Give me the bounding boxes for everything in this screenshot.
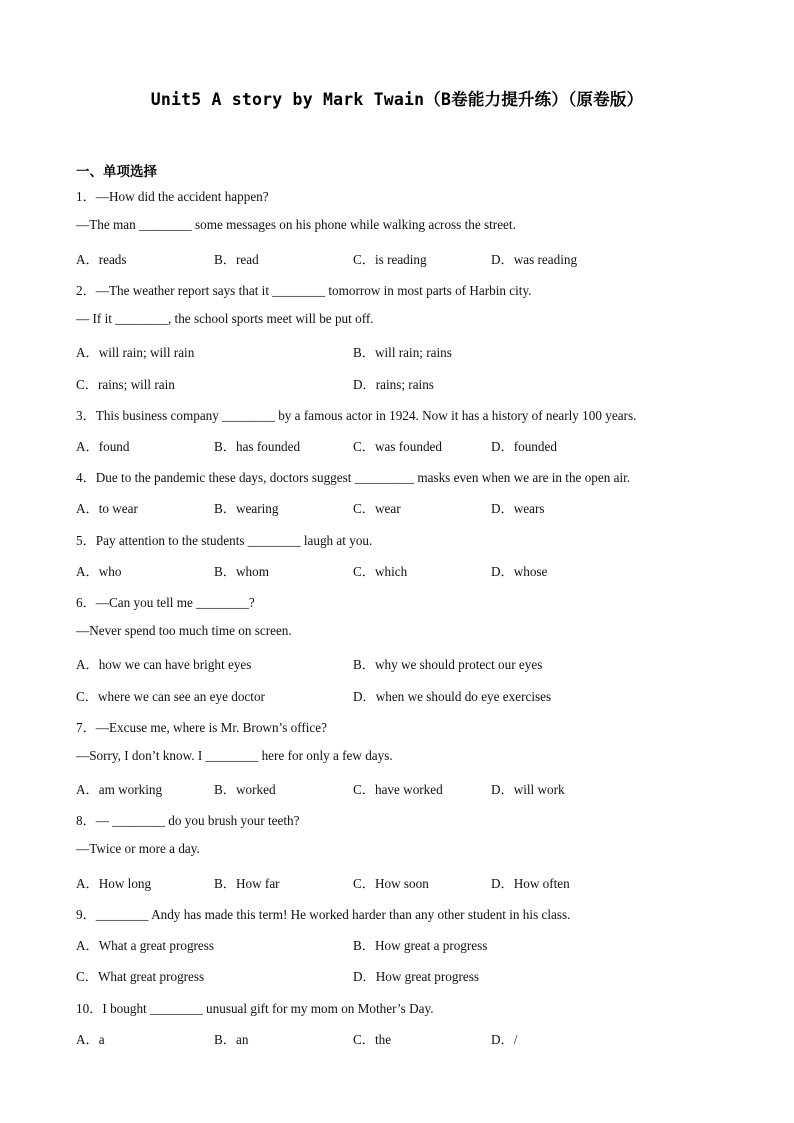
option-a: A．found bbox=[76, 439, 130, 454]
option-d: D．was reading bbox=[491, 252, 578, 267]
option-c: C．wear bbox=[353, 501, 401, 516]
option-c: C．have worked bbox=[353, 782, 443, 797]
question-line: 4．Due to the pandemic these days, doctors suggest _________ masks even when we are in the open air. bbox=[76, 470, 631, 485]
question-line: —The man ________ some messages on his phone while walking across the street. bbox=[76, 217, 516, 232]
option-b: B．why we should protect our eyes bbox=[353, 657, 543, 672]
option-b: B．has founded bbox=[214, 439, 301, 454]
question-line: 8．— ________ do you brush your teeth? bbox=[76, 813, 300, 828]
option-a: A．how we can have bright eyes bbox=[76, 657, 252, 672]
option-b: B．worked bbox=[214, 782, 276, 797]
option-a: A．to wear bbox=[76, 501, 138, 516]
option-b: B．will rain; rains bbox=[353, 345, 452, 360]
option-c: C．the bbox=[353, 1032, 392, 1047]
option-a: A．What a great progress bbox=[76, 938, 215, 953]
option-a: A．am working bbox=[76, 782, 163, 797]
option-a: A．How long bbox=[76, 876, 152, 891]
option-d: D．/ bbox=[491, 1032, 518, 1047]
question-line: 9．________ Andy has made this term! He worked harder than any other student in his class. bbox=[76, 907, 571, 922]
option-c: C．which bbox=[353, 564, 408, 579]
question-line: 10．I bought ________ unusual gift for my mom on Mother’s Day. bbox=[76, 1001, 434, 1016]
option-d: D．How great progress bbox=[353, 969, 479, 984]
option-d: D．wears bbox=[491, 501, 545, 516]
option-c: C．What great progress bbox=[76, 969, 205, 984]
option-d: D．How often bbox=[491, 876, 570, 891]
option-d: D．when we should do eye exercises bbox=[353, 689, 552, 704]
question-line: 7．—Excuse me, where is Mr. Brown’s office? bbox=[76, 720, 327, 735]
question-line: 3．This business company ________ by a famous actor in 1924. Now it has a history of nearly 100 years. bbox=[76, 408, 637, 423]
option-b: B．How great a progress bbox=[353, 938, 488, 953]
question-line: —Never spend too much time on screen. bbox=[76, 623, 292, 638]
question-line: 1．—How did the accident happen? bbox=[76, 189, 269, 204]
option-b: B．wearing bbox=[214, 501, 279, 516]
option-d: D．whose bbox=[491, 564, 548, 579]
option-b: B．an bbox=[214, 1032, 249, 1047]
option-b: B．read bbox=[214, 252, 259, 267]
question-line: —Sorry, I don’t know. I ________ here for only a few days. bbox=[76, 748, 393, 763]
option-b: B．How far bbox=[214, 876, 280, 891]
question-line: 5．Pay attention to the students ________ laugh at you. bbox=[76, 533, 373, 548]
option-c: C．where we can see an eye doctor bbox=[76, 689, 265, 704]
option-d: D．rains; rains bbox=[353, 377, 434, 392]
question-line: 2．—The weather report says that it ________ tomorrow in most parts of Harbin city. bbox=[76, 283, 532, 298]
question-line: 6．—Can you tell me ________? bbox=[76, 595, 255, 610]
option-b: B．whom bbox=[214, 564, 269, 579]
section-heading: 一、单项选择 bbox=[76, 164, 157, 180]
option-c: C．was founded bbox=[353, 439, 443, 454]
option-a: A．a bbox=[76, 1032, 105, 1047]
option-c: C．rains; will rain bbox=[76, 377, 175, 392]
option-d: D．will work bbox=[491, 782, 565, 797]
question-line: —Twice or more a day. bbox=[76, 841, 200, 856]
option-c: C．is reading bbox=[353, 252, 427, 267]
question-line: — If it ________, the school sports meet will be put off. bbox=[76, 311, 374, 326]
page-title: Unit5 A story by Mark Twain（B卷能力提升练）（原卷版） bbox=[150, 90, 644, 109]
option-a: A．who bbox=[76, 564, 122, 579]
option-d: D．founded bbox=[491, 439, 557, 454]
option-a: A．reads bbox=[76, 252, 127, 267]
option-a: A．will rain; will rain bbox=[76, 345, 195, 360]
option-c: C．How soon bbox=[353, 876, 429, 891]
